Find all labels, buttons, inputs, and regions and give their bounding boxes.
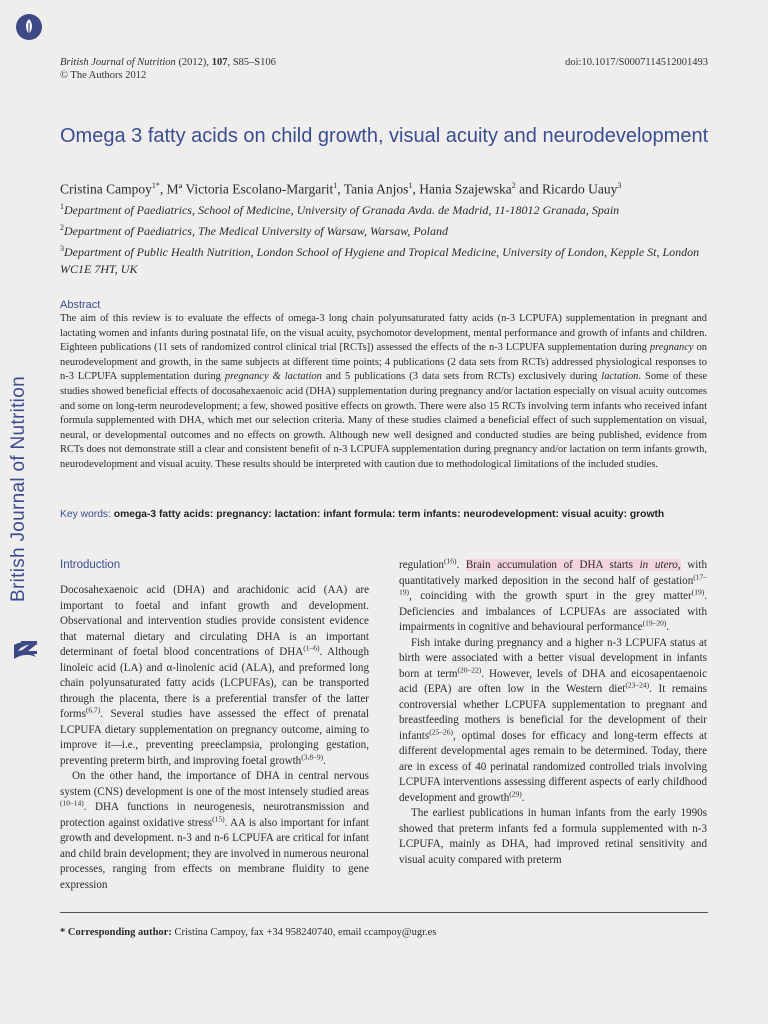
text-run: . Several studies have assessed the effect of prenatal LCPUFA dietary supplementation on pregnancy outcome, aiming to improve it—i.e., preventing preeclampsia, prolonging gestation, preventing preterm birth, and improving foetal growth	[60, 708, 369, 767]
keywords-label: Key words:	[60, 509, 114, 520]
affiliation-text: Department of Paediatrics, The Medical University of Warsaw, Warsaw, Poland	[64, 224, 448, 238]
copyright: © The Authors 2012	[60, 70, 147, 81]
affiliation-mark: 2	[60, 223, 64, 232]
citation-line	[60, 56, 276, 69]
affiliation-text: Department of Paediatrics, School of Medicine, University of Granada Avda. de Madrid, 11-18012 Granada, Spain	[64, 203, 620, 217]
text-run: . Deficiencies and imbalances of LCPUFAs are associated with impairments in cognitive and behavioural performance	[399, 590, 707, 633]
highlighted-text: in utero	[639, 559, 678, 571]
left-column	[60, 583, 369, 893]
text-run: Fish intake during pregnancy and a higher n-3 LCPUFA status at birth were associated with a better visual development in infants born at term	[399, 636, 707, 680]
text-run: . It remains controversial whether LCPUFA supplementation to pregnant and breastfeeding mothers is beneficial for the development of their infants	[399, 683, 707, 742]
citation-ref: (15)	[212, 813, 225, 823]
citation-ref: (23–24)	[625, 680, 650, 690]
footnote-label: * Corresponding author:	[60, 927, 172, 938]
affiliation-mark: 3	[60, 244, 64, 253]
abstract-body	[60, 312, 707, 473]
affiliation	[60, 219, 720, 240]
author-affiliation-mark: 1	[408, 181, 413, 190]
text-run: pregnancy	[649, 342, 694, 354]
citation-ref: (29)	[509, 788, 522, 798]
citation-ref: (3,8–9)	[301, 751, 324, 761]
footnote-text: Cristina Campoy, fax +34 958240740, email ccampoy@ugr.es	[171, 927, 437, 938]
text-run: . DHA functions in neurogenesis, neurotransmission and protection against oxidative stress	[60, 801, 369, 829]
introduction-heading: Introduction	[60, 559, 121, 571]
abstract-heading: Abstract	[60, 299, 101, 311]
highlighted-text: ,	[677, 559, 681, 571]
right-column	[399, 558, 707, 868]
text-run: pregnancy & lactation	[224, 371, 322, 383]
citation-pages: , S85–S106	[227, 57, 276, 68]
citation-ref: (17–19)	[399, 571, 707, 597]
author-list	[60, 177, 720, 198]
paragraph	[399, 636, 707, 807]
text-run: .	[456, 559, 466, 571]
text-run: .	[323, 754, 326, 767]
citation-ref: (1–6)	[303, 643, 320, 653]
footnote-rule	[60, 912, 708, 913]
author-affiliation-mark: 1*	[151, 181, 160, 190]
affiliation	[60, 240, 720, 278]
text-run: . Some of these studies showed beneficial effects of docosahexaenoic acid (DHA) supplementation during pregnancy and/or lactation especially on visual acuity outcomes and some on long-term neurodevelopment; a few, showed positive effects on growth. There were also 15 RCTs involving term infants who received infant formula supplemented with DHA, which met our selection criteria. Many of these studies claimed a beneficial effect of such supplementation on visual, neural, or developmental outcomes and no effects on growth. Although new well designed and conducted studies are being published, evidence from RCTs does not demonstrate still a clear and consistent benefit of n-3 LCPUFA supplementation during pregnancy and/or lactation on term infants growth, neurodevelopment and visual acuity. These results should be interpreted with caution due to methodological limitations of the included studies.	[60, 371, 707, 470]
author-affiliation-mark: 1	[333, 181, 338, 190]
sidebar-journal-name: British Journal of Nutrition	[8, 376, 29, 602]
affiliation-text: Department of Public Health Nutrition, London School of Hygiene and Tropical Medicine, University of London, Kepple St, London WC1E 7HT, UK	[60, 245, 700, 276]
paragraph	[399, 558, 707, 636]
author-separator: ,	[337, 181, 344, 197]
text-run: The aim of this review is to evaluate the effects of omega-3 long chain polyunsaturated fatty acids (n-3 LCPUFA) supplementation in pregnant and lactating women and infants during postnatal life, on the visual acuity, psychomotor development, mental performance and growth of infants and children. Eighteen publications (11 sets of randomized control clinical trial [RCTs]) assessed the effects of the n-3 LCPUFA supplementation during	[60, 313, 707, 354]
text-run: The earliest publications in human infants from the early 1990s showed that preterm infants fed a formula supplemented with n-3 LCPUFA, mainly as DHA, had improved retinal sensitivity and visual acuity compared with preterm	[399, 807, 707, 866]
text-run: . Although linoleic acid (LA) and α-linolenic acid (ALA), and preformed long chain polyunsaturated fatty acids (LCPUFAs), can be transported through the placenta, there is a preferential transfer of the latter forms	[60, 646, 369, 720]
text-run: . AA is also important for infant growth and development. n-3 and n-6 LCPUFA are critical for infant and child brain development; they are involved in numerous neuronal processes, ranging from effects on membrane fluidity to gene expression	[60, 816, 369, 891]
keywords-value: omega-3 fatty acids: pregnancy: lactation: infant formula: term infants: neurodevelopment: visual acuity: growth	[113, 509, 665, 520]
text-run: lactation	[601, 371, 639, 383]
article-title: Omega 3 fatty acids on child growth, visual acuity and neurodevelopment	[60, 125, 709, 147]
citation-ref: (6,7)	[85, 705, 101, 715]
author-name: Tania Anjos	[343, 181, 409, 197]
citation-ref: (16)	[443, 556, 457, 566]
journal-name: British Journal of Nutrition	[60, 57, 176, 68]
author-affiliation-mark: 2	[511, 181, 516, 190]
text-run: , coinciding with the growth spurt in the grey matter	[409, 590, 692, 602]
author-separator: and	[515, 181, 543, 197]
ns-logo-icon	[10, 615, 44, 663]
affiliation-list	[60, 198, 720, 278]
keywords	[60, 509, 720, 520]
author-separator: ,	[159, 181, 167, 197]
paragraph	[60, 769, 369, 893]
paragraph	[399, 806, 707, 868]
text-run: with quantitatively marked deposition in the second half of gestation	[399, 559, 708, 587]
text-run: Docosahexaenoic acid (DHA) and arachidonic acid (AA) are important to foetal and infant growth and development. Observational and intervention studies provide consistent evidence that maternal dietary and circulating DHA is an important determinant of foetal blood concentrations of DHA	[60, 584, 369, 658]
paragraph	[60, 583, 369, 769]
highlighted-text: Brain accumulation of DHA starts	[465, 559, 640, 571]
citation-ref: (10–14)	[60, 798, 84, 808]
citation-volume: 107	[211, 57, 228, 68]
journal-emblem-icon	[16, 14, 42, 40]
citation-ref: (20–22)	[457, 664, 482, 674]
text-run: on neurodevelopment and growth, in the same subjects at different time points; 4 publications (2 data sets from RCTs) addressed physiological responses to n-3 LCPUFA supplementation during	[60, 342, 708, 383]
author-affiliation-mark: 3	[617, 181, 622, 190]
affiliation	[60, 198, 720, 219]
text-run: .	[521, 791, 525, 804]
author-separator: ,	[412, 181, 420, 197]
author-name: Cristina Campoy	[60, 181, 152, 197]
text-run: regulation	[399, 559, 444, 571]
author-name: Hania Szajewska	[419, 181, 512, 197]
citation-ref: (25–26)	[429, 726, 453, 736]
text-run: .	[666, 621, 670, 633]
text-run: On the other hand, the importance of DHA in central nervous system (CNS) development is one of the most intensely studied areas	[60, 770, 369, 798]
citation-ref: (19)	[691, 587, 705, 597]
sidebar	[2, 370, 58, 760]
text-run: , optimal doses for efficacy and long-term effects at different developmental ages remain to be determined. Today, there are in excess of 40 perinatal randomized controlled trials involving LCPUFA interventions assessing different aspects of early childhood development and growth	[399, 729, 707, 804]
affiliation-mark: 1	[60, 202, 64, 211]
citation-ref: (19–20)	[642, 618, 667, 628]
citation-year: (2012),	[178, 57, 212, 68]
author-name: Mª Victoria Escolano-Margarit	[166, 181, 334, 197]
author-name: Ricardo Uauy	[542, 181, 618, 197]
text-run: . However, levels of DHA and eicosapentaenoic acid (EPA) are often low in the Western diet	[399, 667, 707, 695]
doi: doi:10.1017/S0007114512001493	[565, 57, 708, 68]
text-run: and 5 publications (3 data sets from RCTs) exclusively during	[321, 371, 602, 383]
footnote	[60, 927, 436, 938]
